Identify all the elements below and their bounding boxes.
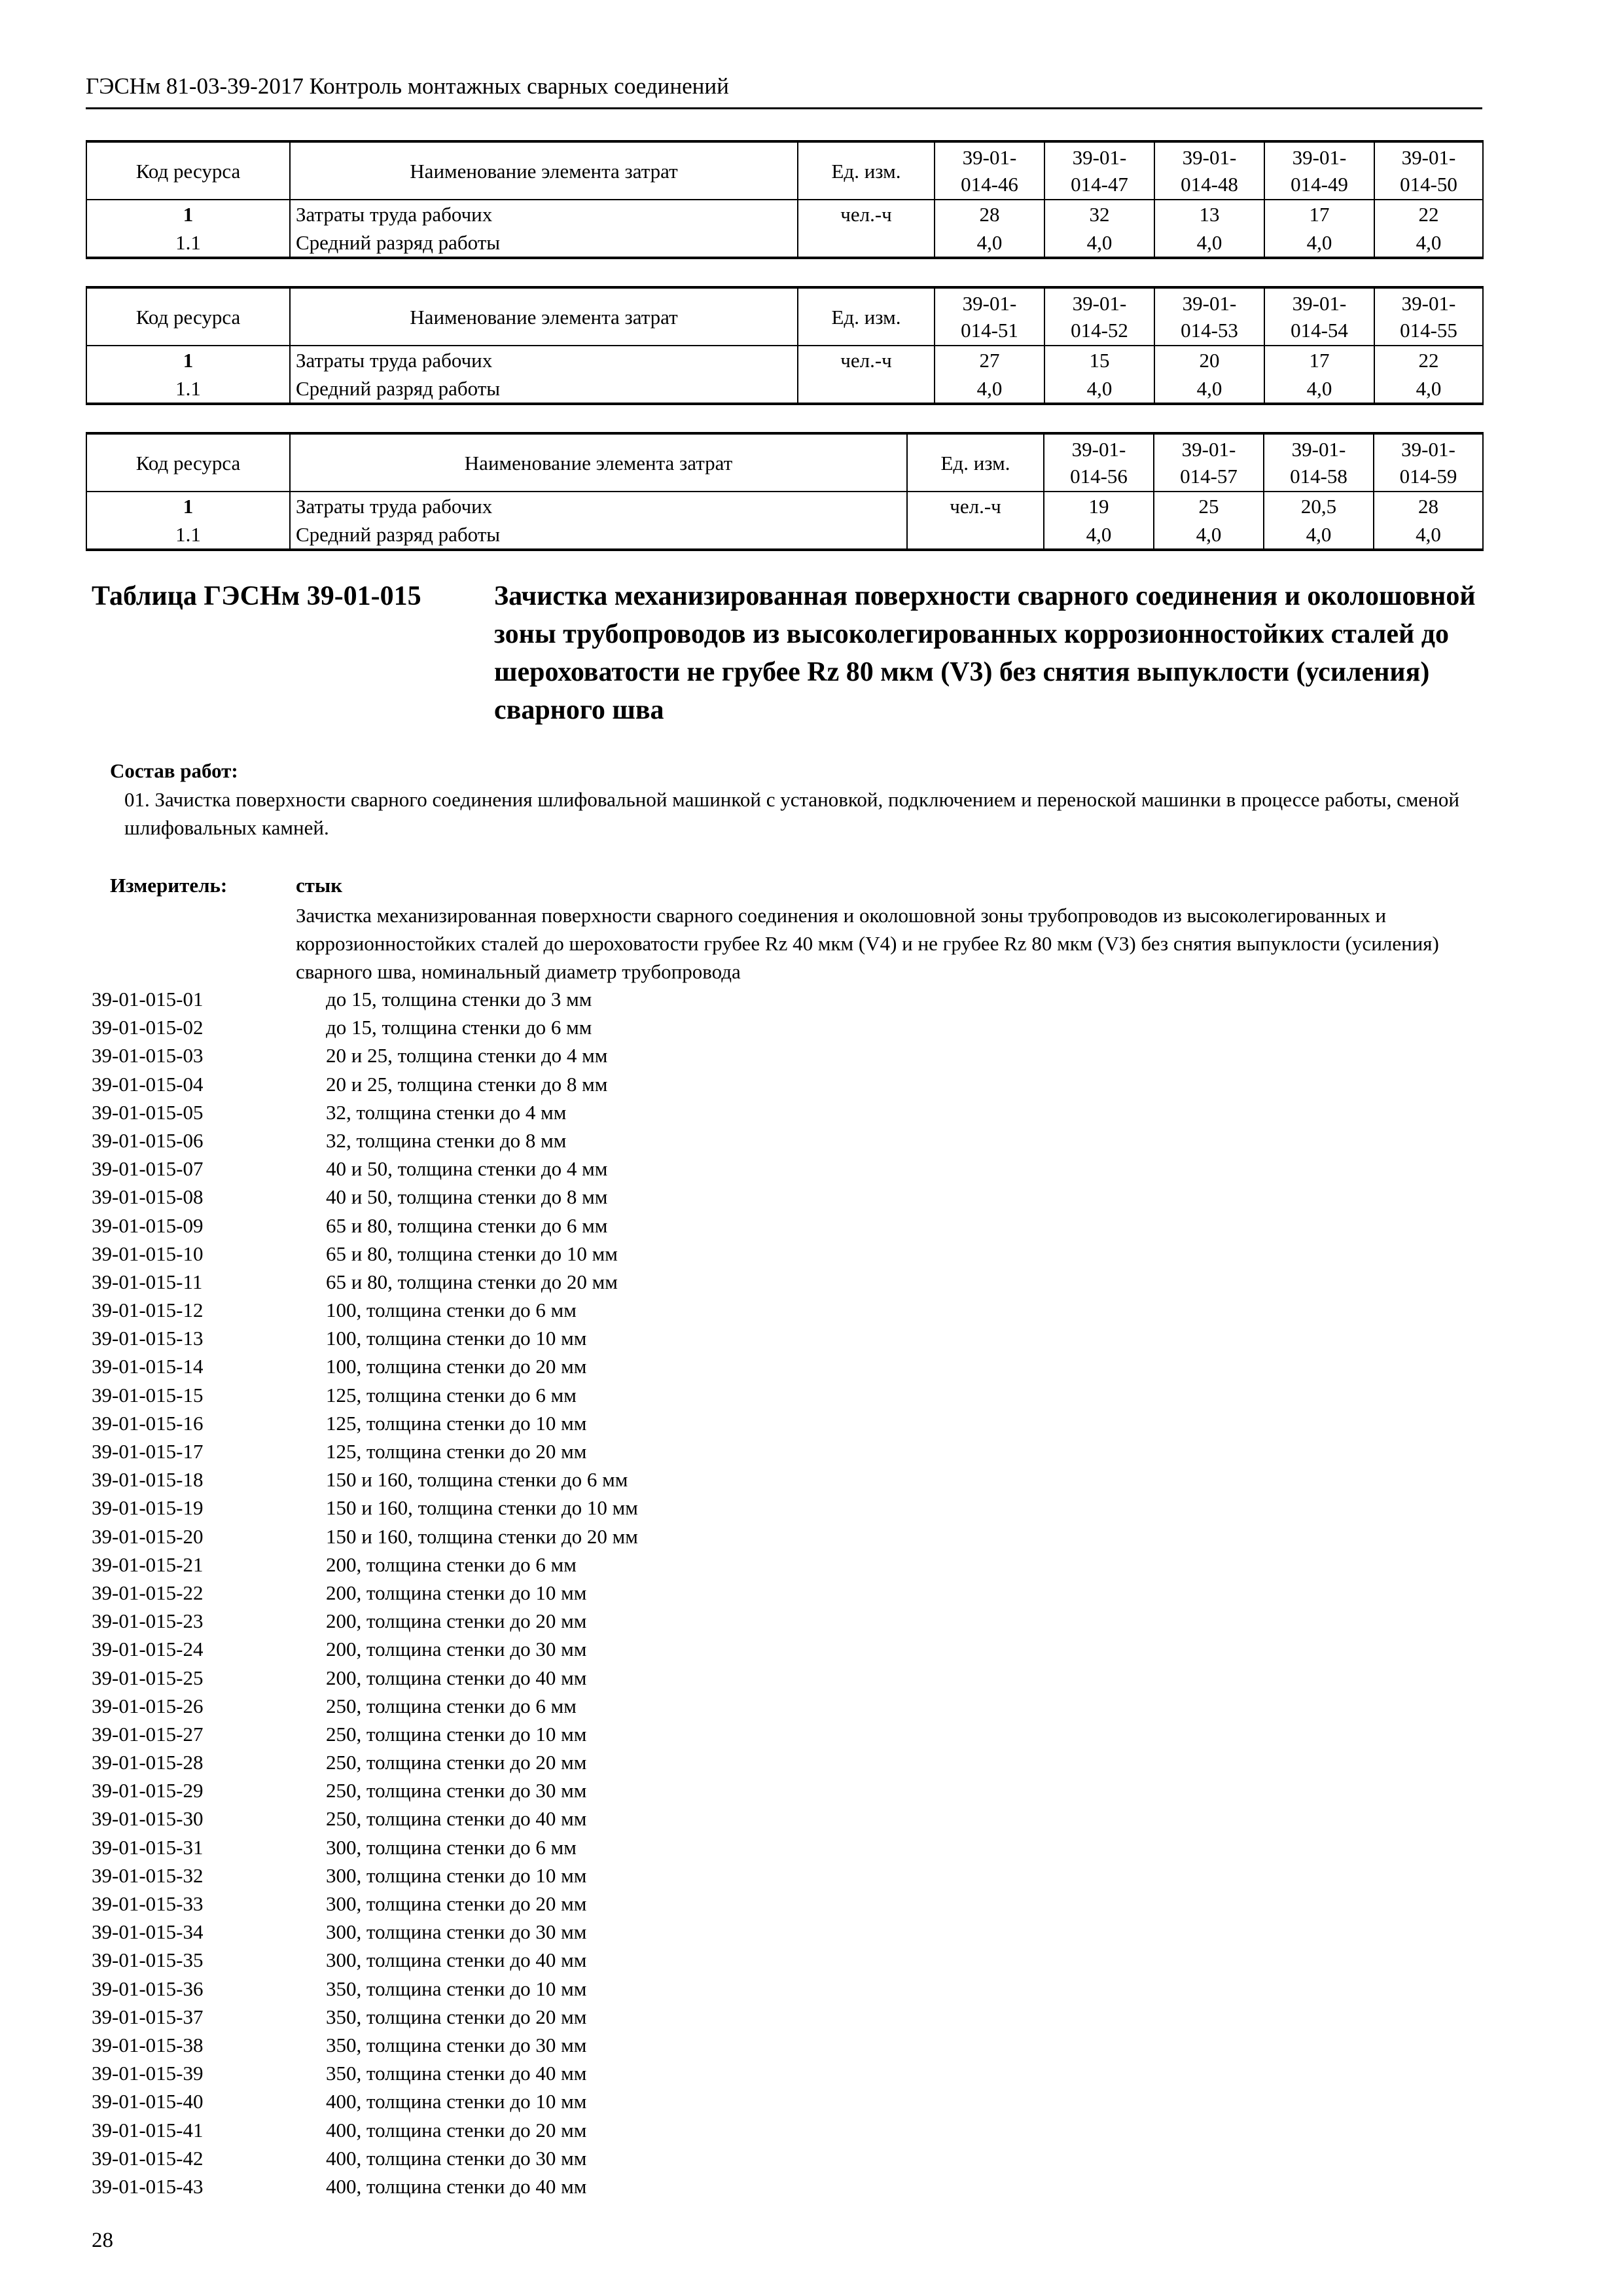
resource-name: Затраты труда рабочих (290, 492, 907, 520)
item-name: 400, толщина стенки до 30 мм (326, 2146, 587, 2170)
header-code: Код ресурса (86, 287, 290, 346)
header-norm-code: 39-01- 014-51 (935, 287, 1044, 346)
resource-table (86, 432, 1484, 551)
item-name: 32, толщина стенки до 4 мм (326, 1100, 567, 1124)
item-name: 200, толщина стенки до 6 мм (326, 1552, 577, 1576)
resource-value: 13 (1154, 200, 1264, 228)
resource-unit: чел.-ч (798, 200, 935, 228)
resource-table (86, 286, 1484, 405)
item-code: 39-01-015-40 (92, 2090, 204, 2113)
item-name: 300, толщина стенки до 6 мм (326, 1835, 577, 1859)
item-name: 65 и 80, толщина стенки до 20 мм (326, 1270, 618, 1293)
resource-value: 20 (1154, 346, 1264, 374)
work-composition-text: 01. Зачистка поверхности сварного соединения шлифовальной машинкой с установкой, подключением и переноской машинки в процессе работы, сменой шлифовальных камней. (124, 788, 1459, 839)
resource-name: Средний разряд работы (290, 520, 907, 550)
item-code: 39-01-015-09 (92, 1213, 204, 1237)
resource-unit (798, 374, 935, 404)
table-row (86, 200, 1483, 228)
item-name: 100, толщина стенки до 6 мм (326, 1299, 577, 1322)
item-code: 39-01-015-31 (92, 1835, 204, 1859)
table-row (86, 374, 1483, 404)
item-code: 39-01-015-26 (92, 1694, 204, 1717)
meter-description: Зачистка механизированная поверхности сварного соединения и околошовной зоны трубопроводов из высоколегированных и коррозионностойких сталей до шероховатости грубее Rz 40 мкм (V4) и не грубее Rz 80 мкм (V3) без снятия выпуклости (усиления) сварного шва, номинальный диаметр трубопровода (296, 904, 1439, 983)
resource-unit (798, 228, 935, 258)
item-code: 39-01-015-32 (92, 1863, 204, 1887)
item-code: 39-01-015-27 (92, 1722, 204, 1746)
table-row (86, 346, 1483, 374)
running-header: ГЭСНм 81-03-39-2017 Контроль монтажных сварных соединений (86, 73, 729, 99)
header-norm-code: 39-01- 014-52 (1044, 287, 1154, 346)
item-name: 350, толщина стенки до 30 мм (326, 2033, 587, 2056)
item-name: 300, толщина стенки до 30 мм (326, 1920, 587, 1944)
table-row (86, 228, 1483, 258)
resource-value: 28 (1374, 492, 1483, 520)
item-name: 250, толщина стенки до 10 мм (326, 1722, 587, 1746)
table-title: Таблица ГЭСНм 39-01-015 (92, 581, 421, 611)
item-code: 39-01-015-03 (92, 1044, 204, 1067)
item-name: 250, толщина стенки до 40 мм (326, 1807, 587, 1831)
item-code: 39-01-015-21 (92, 1552, 204, 1576)
resource-unit: чел.-ч (798, 346, 935, 374)
item-name: 125, толщина стенки до 20 мм (326, 1440, 587, 1463)
item-name: до 15, толщина стенки до 3 мм (326, 988, 592, 1011)
item-code: 39-01-015-19 (92, 1496, 204, 1520)
header-code: Код ресурса (86, 141, 290, 200)
resource-unit: чел.-ч (907, 492, 1044, 520)
work-composition-heading: Состав работ: (110, 759, 238, 782)
header-norm-code: 39-01- 014-53 (1154, 287, 1264, 346)
item-code: 39-01-015-17 (92, 1440, 204, 1463)
resource-value: 4,0 (1154, 374, 1264, 404)
item-code: 39-01-015-13 (92, 1327, 204, 1350)
resource-value: 4,0 (1264, 228, 1374, 258)
header-norm-code: 39-01- 014-46 (935, 141, 1044, 200)
resource-value: 4,0 (1264, 520, 1374, 550)
resource-value: 4,0 (1044, 228, 1154, 258)
resource-value: 4,0 (1374, 374, 1483, 404)
item-name: 100, толщина стенки до 10 мм (326, 1327, 587, 1350)
resource-value: 17 (1264, 346, 1374, 374)
item-code: 39-01-015-33 (92, 1892, 204, 1915)
item-code: 39-01-015-06 (92, 1128, 204, 1152)
header-norm-code: 39-01- 014-47 (1044, 141, 1154, 200)
item-name: 150 и 160, толщина стенки до 10 мм (326, 1496, 638, 1520)
table-row (86, 520, 1483, 550)
item-code: 39-01-015-36 (92, 1977, 204, 2000)
header-norm-code: 39-01- 014-58 (1264, 433, 1374, 492)
item-code: 39-01-015-30 (92, 1807, 204, 1831)
resource-value: 32 (1044, 200, 1154, 228)
header-norm-code: 39-01- 014-54 (1264, 287, 1374, 346)
item-name: 150 и 160, толщина стенки до 6 мм (326, 1468, 628, 1492)
item-code: 39-01-015-22 (92, 1581, 204, 1604)
resource-value: 15 (1044, 346, 1154, 374)
item-code: 39-01-015-24 (92, 1638, 204, 1661)
item-code: 39-01-015-41 (92, 2118, 204, 2142)
resource-value: 27 (935, 346, 1044, 374)
item-code: 39-01-015-07 (92, 1157, 204, 1181)
item-code: 39-01-015-43 (92, 2174, 204, 2198)
item-name: 400, толщина стенки до 10 мм (326, 2090, 587, 2113)
item-name: 100, толщина стенки до 20 мм (326, 1355, 587, 1378)
resource-code: 1 (86, 200, 290, 228)
resource-code: 1.1 (86, 520, 290, 550)
item-code: 39-01-015-28 (92, 1751, 204, 1774)
resource-value: 25 (1154, 492, 1264, 520)
table-row (86, 492, 1483, 520)
resource-table (86, 140, 1484, 259)
resource-value: 4,0 (1374, 520, 1483, 550)
table-description: Зачистка механизированная поверхности сварного соединения и околошовной зоны трубопроводов из высоколегированных коррозионностойких сталей до шероховатости не грубее Rz 80 мкм (V3) без снятия выпуклости (усиления) сварного шва (494, 581, 1476, 725)
item-name: 65 и 80, толщина стенки до 10 мм (326, 1242, 618, 1265)
item-code: 39-01-015-04 (92, 1072, 204, 1096)
header-unit: Ед. изм. (907, 433, 1044, 492)
item-name: 350, толщина стенки до 40 мм (326, 2062, 587, 2085)
item-name: 200, толщина стенки до 40 мм (326, 1666, 587, 1689)
item-code: 39-01-015-42 (92, 2146, 204, 2170)
resource-value: 4,0 (1044, 374, 1154, 404)
meter-label: Измеритель: (110, 874, 228, 897)
item-name: 250, толщина стенки до 20 мм (326, 1751, 587, 1774)
item-name: 400, толщина стенки до 20 мм (326, 2118, 587, 2142)
item-code: 39-01-015-08 (92, 1185, 204, 1209)
resource-value: 4,0 (935, 228, 1044, 258)
resource-unit (907, 520, 1044, 550)
header-name: Наименование элемента затрат (290, 141, 798, 200)
item-name: 20 и 25, толщина стенки до 4 мм (326, 1044, 608, 1067)
item-name: 32, толщина стенки до 8 мм (326, 1128, 567, 1152)
item-name: 250, толщина стенки до 6 мм (326, 1694, 577, 1717)
item-code: 39-01-015-02 (92, 1016, 204, 1039)
resource-code: 1.1 (86, 228, 290, 258)
item-name: 65 и 80, толщина стенки до 6 мм (326, 1213, 608, 1237)
item-code: 39-01-015-35 (92, 1948, 204, 1972)
item-code: 39-01-015-20 (92, 1524, 204, 1548)
resource-name: Затраты труда рабочих (290, 200, 798, 228)
header-unit: Ед. изм. (798, 141, 935, 200)
item-code: 39-01-015-01 (92, 988, 204, 1011)
header-name: Наименование элемента затрат (290, 287, 798, 346)
item-code: 39-01-015-14 (92, 1355, 204, 1378)
item-name: 200, толщина стенки до 20 мм (326, 1609, 587, 1633)
resource-code: 1.1 (86, 374, 290, 404)
header-norm-code: 39-01- 014-49 (1264, 141, 1374, 200)
item-name: 300, толщина стенки до 20 мм (326, 1892, 587, 1915)
item-code: 39-01-015-37 (92, 2005, 204, 2028)
resource-value: 17 (1264, 200, 1374, 228)
resource-code: 1 (86, 346, 290, 374)
resource-value: 28 (935, 200, 1044, 228)
resource-value: 4,0 (1154, 520, 1264, 550)
item-name: 125, толщина стенки до 10 мм (326, 1411, 587, 1435)
item-name: 350, толщина стенки до 10 мм (326, 1977, 587, 2000)
header-norm-code: 39-01- 014-56 (1044, 433, 1154, 492)
resource-value: 20,5 (1264, 492, 1374, 520)
header-norm-code: 39-01- 014-48 (1154, 141, 1264, 200)
item-code: 39-01-015-29 (92, 1779, 204, 1803)
item-code: 39-01-015-15 (92, 1383, 204, 1407)
header-code: Код ресурса (86, 433, 290, 492)
item-code: 39-01-015-11 (92, 1270, 203, 1293)
header-norm-code: 39-01- 014-50 (1374, 141, 1483, 200)
resource-value: 4,0 (1264, 374, 1374, 404)
item-code: 39-01-015-05 (92, 1100, 204, 1124)
resource-value: 22 (1374, 200, 1483, 228)
item-code: 39-01-015-18 (92, 1468, 204, 1492)
item-code: 39-01-015-16 (92, 1411, 204, 1435)
resource-name: Средний разряд работы (290, 228, 798, 258)
item-code: 39-01-015-39 (92, 2062, 204, 2085)
item-name: 20 и 25, толщина стенки до 8 мм (326, 1072, 608, 1096)
header-norm-code: 39-01- 014-55 (1374, 287, 1483, 346)
item-name: 125, толщина стенки до 6 мм (326, 1383, 577, 1407)
item-name: 300, толщина стенки до 40 мм (326, 1948, 587, 1972)
item-name: 40 и 50, толщина стенки до 4 мм (326, 1157, 608, 1181)
header-rule (86, 107, 1482, 109)
resource-value: 4,0 (1374, 228, 1483, 258)
resource-value: 4,0 (1154, 228, 1264, 258)
item-code: 39-01-015-34 (92, 1920, 204, 1944)
header-norm-code: 39-01- 014-59 (1374, 433, 1483, 492)
item-name: 40 и 50, толщина стенки до 8 мм (326, 1185, 608, 1209)
item-name: 150 и 160, толщина стенки до 20 мм (326, 1524, 638, 1548)
resource-value: 4,0 (935, 374, 1044, 404)
item-name: 200, толщина стенки до 30 мм (326, 1638, 587, 1661)
resource-code: 1 (86, 492, 290, 520)
page-number: 28 (92, 2229, 113, 2252)
item-code: 39-01-015-25 (92, 1666, 204, 1689)
resource-name: Затраты труда рабочих (290, 346, 798, 374)
item-code: 39-01-015-12 (92, 1299, 204, 1322)
item-code: 39-01-015-23 (92, 1609, 204, 1633)
item-name: 400, толщина стенки до 40 мм (326, 2174, 587, 2198)
item-name: до 15, толщина стенки до 6 мм (326, 1016, 592, 1039)
header-norm-code: 39-01- 014-57 (1154, 433, 1264, 492)
item-name: 350, толщина стенки до 20 мм (326, 2005, 587, 2028)
item-code: 39-01-015-10 (92, 1242, 204, 1265)
item-name: 200, толщина стенки до 10 мм (326, 1581, 587, 1604)
item-code: 39-01-015-38 (92, 2033, 204, 2056)
item-name: 250, толщина стенки до 30 мм (326, 1779, 587, 1803)
header-unit: Ед. изм. (798, 287, 935, 346)
meter-unit: стык (296, 874, 343, 897)
resource-value: 22 (1374, 346, 1483, 374)
resource-name: Средний разряд работы (290, 374, 798, 404)
header-name: Наименование элемента затрат (290, 433, 907, 492)
resource-value: 4,0 (1044, 520, 1154, 550)
item-name: 300, толщина стенки до 10 мм (326, 1863, 587, 1887)
resource-value: 19 (1044, 492, 1154, 520)
